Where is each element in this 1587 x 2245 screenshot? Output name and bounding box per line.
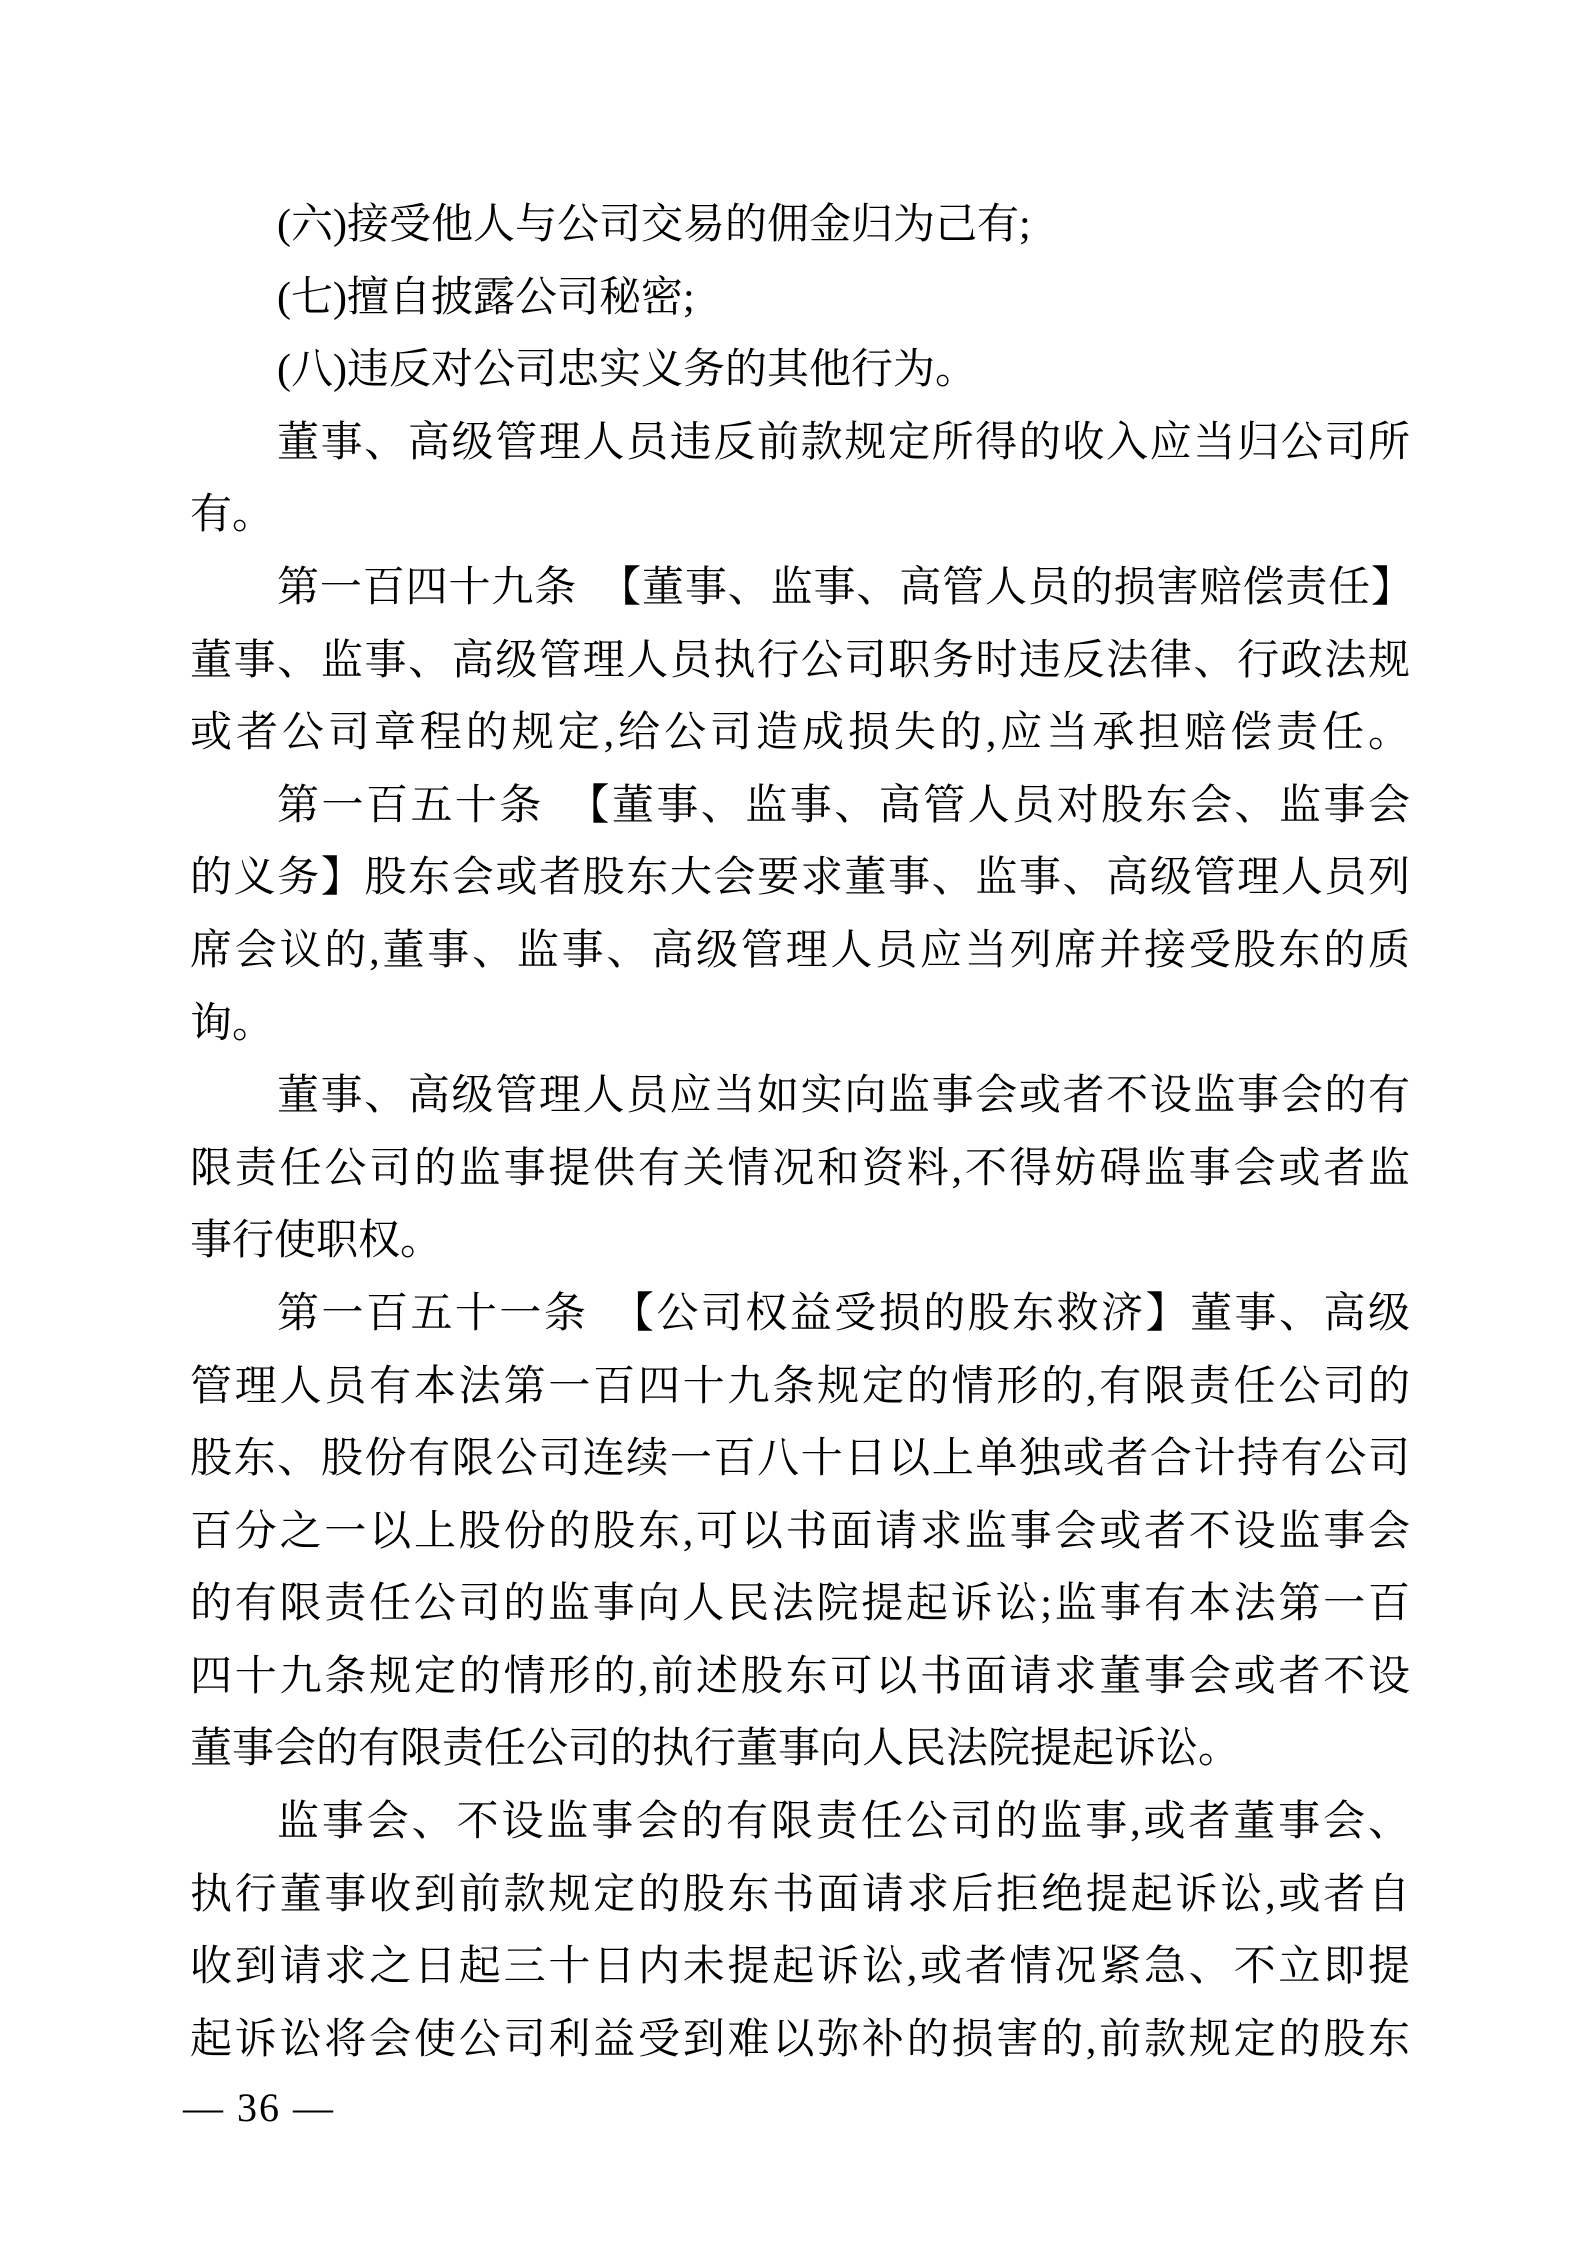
text-line: 执行董事收到前款规定的股东书面请求后拒绝提起诉讼,或者自 — [190, 1871, 1410, 1918]
text-line: 第一百四十九条 【董事、监事、高管人员的损害赔偿责任】 — [277, 564, 1410, 611]
text-line: 董事、高级管理人员应当如实向监事会或者不设监事会的有 — [277, 1073, 1410, 1120]
text-line: 询。 — [190, 1000, 275, 1047]
text-line: (八)违反对公司忠实义务的其他行为。 — [277, 347, 977, 394]
text-line: 董事、监事、高级管理人员执行公司职务时违反法律、行政法规 — [190, 637, 1410, 684]
document-body — [190, 189, 1410, 2076]
text-line: 限责任公司的监事提供有关情况和资料,不得妨碍监事会或者监 — [190, 1145, 1410, 1192]
text-line: 起诉讼将会使公司利益受到难以弥补的损害的,前款规定的股东 — [190, 2016, 1410, 2063]
text-line: 四十九条规定的情形的,前述股东可以书面请求董事会或者不设 — [190, 1653, 1410, 1700]
text-line: (六)接受他人与公司交易的佣金归为己有; — [277, 202, 1031, 248]
text-line: 的义务】股东会或者股东大会要求董事、监事、高级管理人员列 — [190, 855, 1410, 902]
text-line: 股东、股份有限公司连续一百八十日以上单独或者合计持有公司 — [190, 1436, 1410, 1483]
page-number: — 36 — — [183, 2085, 335, 2130]
text-line: 第一百五十一条 【公司权益受损的股东救济】董事、高级 — [277, 1290, 1410, 1337]
text-line: 或者公司章程的规定,给公司造成损失的,应当承担赔偿责任。 — [190, 710, 1410, 757]
text-line: 第一百五十条 【董事、监事、高管人员对股东会、监事会 — [277, 782, 1410, 829]
text-line: 席会议的,董事、监事、高级管理人员应当列席并接受股东的质 — [190, 927, 1410, 974]
text-line: 监事会、不设监事会的有限责任公司的监事,或者董事会、 — [277, 1799, 1410, 1846]
text-line: (七)擅自披露公司秘密; — [277, 274, 695, 321]
text-line: 的有限责任公司的监事向人民法院提起诉讼;监事有本法第一百 — [190, 1581, 1410, 1628]
text-line: 有。 — [190, 492, 275, 539]
text-line: 董事会的有限责任公司的执行董事向人民法院提起诉讼。 — [190, 1726, 1241, 1773]
text-line: 管理人员有本法第一百四十九条规定的情形的,有限责任公司的 — [190, 1363, 1410, 1410]
text-line: 董事、高级管理人员违反前款规定所得的收入应当归公司所 — [277, 419, 1410, 466]
text-line: 百分之一以上股份的股东,可以书面请求监事会或者不设监事会 — [190, 1508, 1410, 1555]
text-line: 收到请求之日起三十日内未提起诉讼,或者情况紧急、不立即提 — [190, 1944, 1410, 1991]
text-line: 事行使职权。 — [190, 1218, 443, 1265]
